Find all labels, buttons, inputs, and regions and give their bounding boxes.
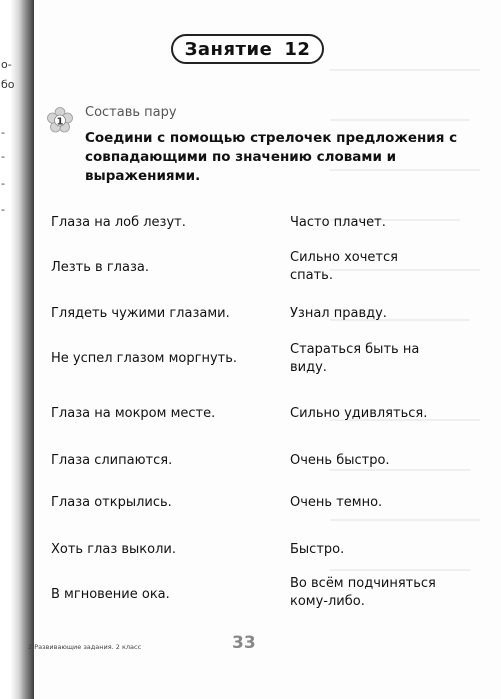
svg-text:1: 1 <box>56 116 64 128</box>
right-phrase: Узнал правду. <box>290 306 387 321</box>
left-phrase: Лезть в глаза. <box>51 260 149 275</box>
lesson-number: 12 <box>284 38 311 60</box>
task-instruction: Соедини с помощью стрелочек предложения с совпадающими по значению словами и выражениями. <box>85 130 458 184</box>
margin-fragment: - <box>1 203 5 216</box>
margin-fragment: о- <box>1 58 12 71</box>
lesson-word: Занятие <box>184 38 273 60</box>
footer-caption: 2 Развивающие задания. 2 класс <box>28 643 142 651</box>
left-phrase: Глаза на мокром месте. <box>51 406 216 421</box>
left-phrase: Глаза на лоб лезут. <box>51 215 186 230</box>
bleed-through-texture <box>330 40 498 610</box>
right-phrase: Быстро. <box>290 542 345 557</box>
margin-fragment: бо <box>1 78 15 91</box>
page-number: 33 <box>232 633 256 653</box>
task-label: Составь пару <box>85 105 177 120</box>
right-phrase: Часто плачет. <box>290 215 386 230</box>
right-phrase: Во всём подчиняться кому-либо. <box>290 576 436 609</box>
margin-fragment: - <box>1 126 5 139</box>
margin-fragment: - <box>1 150 5 163</box>
left-phrase: Хоть глаз выколи. <box>51 542 176 557</box>
flower-icon <box>47 107 73 133</box>
right-phrase: Сильно хочется спать. <box>290 250 398 283</box>
left-phrase: Глядеть чужими глазами. <box>51 306 230 321</box>
right-phrase: Очень темно. <box>290 495 383 510</box>
right-phrase: Стараться быть на виду. <box>290 342 420 375</box>
margin-fragment: - <box>1 177 5 190</box>
lesson-title <box>171 34 324 64</box>
right-phrase: Очень быстро. <box>290 453 390 468</box>
left-phrase: Глаза открылись. <box>51 495 172 510</box>
left-phrase: Глаза слипаются. <box>51 453 173 468</box>
left-phrase: В мгновение ока. <box>51 587 170 602</box>
right-phrase: Сильно удивляться. <box>290 406 428 421</box>
book-spine-shadow <box>0 0 34 699</box>
left-phrase: Не успел глазом моргнуть. <box>51 351 237 366</box>
